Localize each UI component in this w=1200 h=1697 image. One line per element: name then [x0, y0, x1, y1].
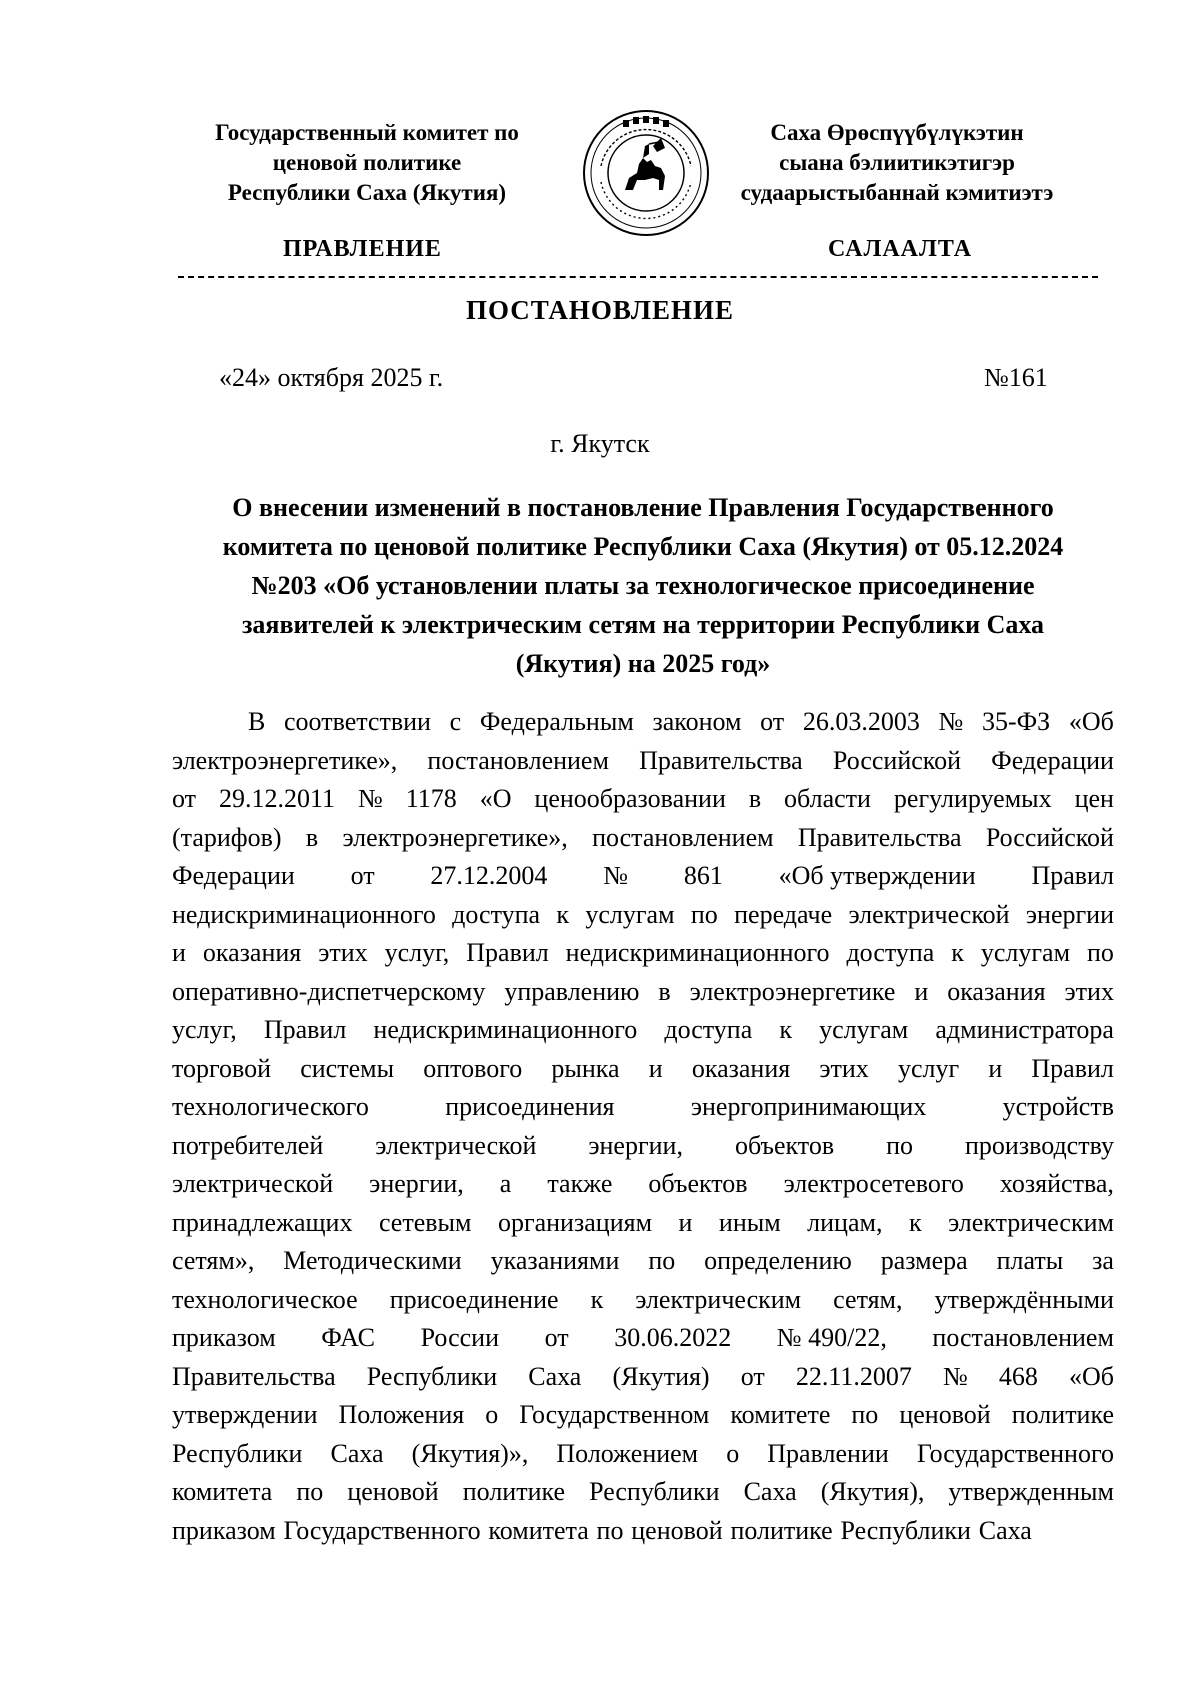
body-word: услугам: [819, 1015, 909, 1044]
body-word: объектов: [734, 1130, 835, 1160]
body-word: 861: [683, 861, 723, 890]
document-type: ПОСТАНОВЛЕНИЕ: [465, 295, 735, 325]
body-word: а: [499, 1169, 512, 1198]
body-word: недискриминационного: [172, 899, 436, 929]
body-word: №: [942, 1361, 968, 1391]
body-word: в: [658, 976, 671, 1006]
body-word: постановлением: [592, 822, 774, 852]
body-word: и: [678, 1207, 693, 1237]
board-label-ru: ПРАВЛЕНИЕ: [283, 236, 442, 262]
body-line: [172, 934, 1114, 973]
body-word: №: [357, 784, 383, 813]
body-word: и: [914, 976, 929, 1006]
body-word: оперативно-диспетчерскому: [172, 976, 486, 1006]
body-word: Саха: [330, 1438, 384, 1468]
body-word: «Об: [1068, 1361, 1114, 1391]
body-word: ценовой: [631, 1515, 723, 1545]
body-line: [172, 896, 1114, 935]
body-word: по: [296, 1477, 324, 1506]
body-line: [172, 1435, 1114, 1474]
body-word: (Якутия): [612, 1361, 710, 1391]
title-line: №203 «Об установлении платы за технологическое присоединение: [251, 571, 1035, 600]
body-word: 27.12.2004: [430, 861, 548, 890]
body-word: услуг,: [384, 938, 450, 967]
body-word: электроэнергетике»,: [342, 822, 568, 852]
body-word: утверждёнными: [934, 1284, 1114, 1314]
body-word: технологическое: [172, 1284, 358, 1314]
body-word: к: [951, 938, 964, 967]
body-word: Республики: [840, 1515, 971, 1545]
body-word: оказания: [691, 1053, 791, 1083]
body-word: Республики: [589, 1477, 720, 1506]
body-word: электрическим: [635, 1284, 802, 1314]
body-word: энергии: [1025, 899, 1114, 929]
body-word: от: [740, 1361, 765, 1391]
body-word: от: [544, 1323, 569, 1352]
body-word: №: [603, 861, 629, 890]
body-word: электроэнергетике»,: [172, 745, 398, 775]
body-word: «Об: [1068, 707, 1114, 736]
body-word: Российской: [832, 745, 962, 775]
body-word: 26.03.2003: [802, 707, 920, 736]
body-word: передаче: [734, 899, 833, 929]
body-word: системы: [300, 1053, 395, 1083]
body-word: 29.12.2011: [218, 784, 336, 813]
body-word: политике: [730, 1515, 833, 1545]
body-word: Государственном: [519, 1400, 710, 1429]
body-word: присоединение: [389, 1284, 559, 1314]
body-line: [172, 1088, 1114, 1127]
body-word: также: [547, 1169, 613, 1198]
body-word: энергии,: [588, 1130, 683, 1160]
body-line: [172, 857, 1114, 896]
body-word: по: [648, 1246, 676, 1275]
body-word: сетевым: [378, 1207, 472, 1237]
body-word: Федеральным: [479, 707, 634, 736]
body-word: Правил: [466, 938, 549, 967]
header-left-line: Республики Саха (Якутия): [227, 180, 507, 205]
body-word: по: [851, 1400, 879, 1429]
body-word: Государственного: [283, 1515, 481, 1545]
body-word: доступа: [664, 1015, 753, 1044]
body-word: (Якутия),: [820, 1477, 925, 1506]
body-word: по: [886, 1130, 914, 1160]
title-line: комитета по ценовой политике Республики Саха (Якутия) от 05.12.2024: [222, 532, 1064, 561]
document-date: «24» октября 2025 г.: [219, 363, 444, 392]
body-word: услуг: [897, 1053, 960, 1083]
body-word: Методическими: [283, 1246, 462, 1275]
body-word: недискриминационного: [373, 1015, 638, 1044]
body-word: 35-ФЗ: [981, 707, 1051, 736]
body-word: принадлежащих: [172, 1207, 353, 1237]
header-right-line: сыана бэлиитикэтигэр: [779, 150, 1015, 175]
body-word: Саха: [528, 1361, 582, 1391]
body-line: [172, 1396, 1114, 1435]
body-word: присоединения: [445, 1092, 615, 1121]
body-word: Правительства: [172, 1361, 336, 1391]
body-word: «О: [479, 784, 512, 813]
body-word: оказания: [947, 976, 1046, 1006]
body-word: Государственного: [916, 1438, 1114, 1468]
body-word: к: [779, 1015, 792, 1044]
body-word: устройств: [1002, 1092, 1114, 1121]
body-word: управлению: [504, 976, 640, 1006]
body-word: иным: [718, 1207, 781, 1237]
title-line: О внесении изменений в постановление Правления Государственного: [232, 493, 1054, 522]
body-word: ФАС: [321, 1323, 376, 1352]
body-word: постановлением: [427, 745, 609, 775]
body-word: электрической: [375, 1130, 537, 1160]
body-word: «Об утверждении: [778, 861, 976, 890]
body-word: торговой: [172, 1053, 272, 1083]
body-word: хозяйства,: [999, 1169, 1114, 1198]
body-word: и: [172, 938, 186, 967]
body-word: объектов: [648, 1169, 748, 1198]
body-word: политике: [1011, 1400, 1114, 1429]
body-line: [172, 1281, 1114, 1320]
header-left-line: Государственный комитет по: [215, 120, 519, 145]
body-word: этих: [1064, 976, 1114, 1006]
body-word: определению: [704, 1246, 852, 1275]
body-word: к: [908, 1207, 922, 1237]
body-word: с: [449, 707, 462, 736]
body-word: регулируемых: [893, 784, 1052, 813]
body-word: к: [556, 899, 570, 929]
body-word: Правительства: [797, 822, 962, 852]
body-word: от: [760, 707, 785, 736]
body-word: от: [172, 784, 197, 813]
header-right-line: судаарыстыбаннай кэмитиэтэ: [740, 180, 1054, 205]
body-word: законом: [652, 707, 742, 736]
body-word: приказом: [172, 1515, 276, 1545]
body-paragraph: [172, 703, 1114, 1550]
body-line: [172, 1050, 1114, 1089]
body-word: услугам: [585, 899, 675, 929]
body-word: Федерации: [172, 861, 295, 890]
body-word: в: [748, 784, 762, 813]
body-word: утверждении: [172, 1400, 318, 1429]
body-word: сетям,: [833, 1284, 903, 1314]
coat-of-arms-yakutia-icon: [579, 106, 713, 240]
body-word: № 490/22,: [776, 1323, 887, 1352]
body-word: Правительства: [639, 745, 803, 775]
body-line: [172, 1512, 1114, 1551]
body-word: недискриминационного: [565, 938, 830, 967]
body-word: 468: [998, 1361, 1038, 1391]
body-word: оказания: [202, 938, 302, 967]
header-left-org-name: [177, 118, 557, 208]
body-word: 30.06.2022: [614, 1323, 732, 1352]
body-word: по: [690, 899, 718, 929]
body-word: электрической: [172, 1169, 334, 1198]
document-city: г. Якутск: [550, 429, 650, 458]
board-label-sah: САЛААЛТА: [828, 236, 973, 262]
body-word: электроэнергетике: [689, 976, 896, 1006]
body-line: [172, 1204, 1114, 1243]
body-word: ценообразовании: [534, 784, 726, 813]
body-word: 22.11.2007: [795, 1361, 912, 1391]
body-word: электросетевого: [783, 1169, 964, 1198]
body-word: и: [648, 1053, 663, 1083]
body-word: ценовой: [347, 1477, 439, 1506]
body-word: комитета: [172, 1477, 273, 1506]
body-word: Правил: [263, 1015, 347, 1044]
body-word: о: [485, 1400, 499, 1429]
document-title: [172, 488, 1114, 683]
body-word: соответствии: [284, 707, 431, 736]
body-line: [172, 1242, 1114, 1281]
body-word: и: [988, 1053, 1003, 1083]
title-line: заявителей к электрическим сетям на территории Республики Саха: [241, 610, 1045, 639]
body-word: Правил: [1031, 1053, 1114, 1083]
body-word: этих: [819, 1053, 869, 1083]
body-word: постановлением: [932, 1323, 1114, 1352]
body-word: услуг,: [172, 1015, 237, 1044]
body-line: [172, 1165, 1114, 1204]
body-word: Правил: [1031, 861, 1114, 890]
body-line: [172, 742, 1114, 781]
header-right-line: Саха Өрөспүүбүлүкэтин: [770, 120, 1024, 145]
body-word: приказом: [172, 1323, 276, 1352]
body-word: Правлении: [767, 1438, 889, 1468]
body-word: указаниями: [490, 1246, 620, 1275]
body-word: политике: [462, 1477, 566, 1506]
body-word: к: [590, 1284, 604, 1314]
body-line: [172, 703, 1114, 742]
body-word: за: [1092, 1246, 1114, 1275]
body-word: №: [938, 707, 964, 736]
body-word: администратора: [935, 1015, 1114, 1044]
body-word: от: [350, 861, 375, 890]
body-word: сетям»,: [172, 1246, 255, 1275]
body-word: (Якутия)»,: [411, 1438, 529, 1468]
body-word: доступа: [846, 938, 935, 967]
body-word: по: [596, 1515, 624, 1545]
body-word: цен: [1074, 784, 1114, 813]
body-word: Саха: [743, 1477, 797, 1506]
body-word: технологического: [172, 1092, 369, 1121]
body-word: электрическим: [948, 1207, 1114, 1237]
body-line: [172, 1358, 1114, 1397]
body-word: по: [1086, 938, 1114, 967]
body-word: Республики: [172, 1438, 303, 1468]
body-line: [172, 1319, 1114, 1358]
body-word: энергии,: [369, 1169, 464, 1198]
body-line: [172, 819, 1114, 858]
body-word: энергопринимающих: [690, 1092, 927, 1121]
body-line: [172, 1127, 1114, 1166]
body-word: о: [726, 1438, 740, 1468]
body-word: платы: [996, 1246, 1064, 1275]
body-word: организациям: [497, 1207, 653, 1237]
body-word: Положения: [338, 1400, 465, 1429]
body-word: В: [248, 707, 266, 736]
body-word: услугам: [980, 938, 1071, 967]
body-word: рынка: [551, 1053, 620, 1083]
body-line: [172, 973, 1114, 1012]
header-left-line: ценовой политике: [272, 150, 462, 175]
body-word: доступа: [452, 899, 541, 929]
body-word: Федерации: [991, 745, 1114, 775]
body-word: производству: [965, 1130, 1114, 1160]
body-word: Саха: [978, 1515, 1032, 1545]
body-word: потребителей: [172, 1130, 324, 1160]
body-word: ценовой: [899, 1400, 991, 1429]
body-line: [172, 1473, 1114, 1512]
header-right-org-name: [707, 118, 1087, 208]
body-word: утвержденным: [948, 1477, 1114, 1506]
body-word: (тарифов): [172, 822, 282, 852]
title-line: (Якутия) на 2025 год»: [515, 649, 771, 678]
body-line: [172, 1011, 1114, 1050]
header-divider: [178, 276, 1098, 278]
body-word: комитета: [488, 1515, 589, 1545]
body-word: в: [305, 822, 319, 852]
body-word: оптового: [423, 1053, 523, 1083]
body-word: лицам,: [807, 1207, 883, 1237]
body-word: электрической: [848, 899, 1010, 929]
body-word: размера: [880, 1246, 968, 1275]
document-number: №161: [984, 363, 1048, 392]
body-word: 1178: [405, 784, 457, 813]
body-word: этих: [318, 938, 368, 967]
body-word: Республики: [366, 1361, 498, 1391]
body-word: России: [420, 1323, 499, 1352]
body-word: Положением: [556, 1438, 699, 1468]
body-word: Российской: [985, 822, 1114, 852]
body-line: [172, 780, 1114, 819]
body-word: области: [784, 784, 871, 813]
body-word: комитете: [730, 1400, 831, 1429]
